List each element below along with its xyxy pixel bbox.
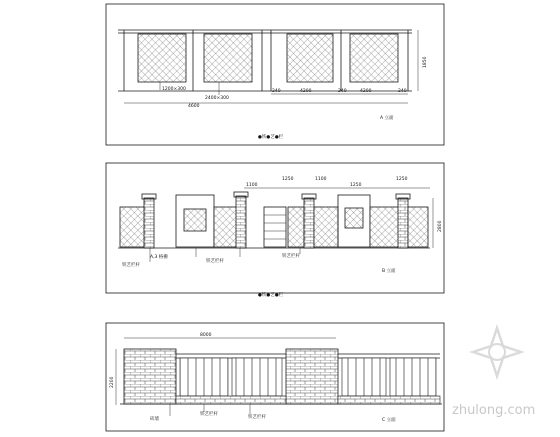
top-label-1: 1200×300 <box>162 87 186 92</box>
top-dim-seg-1: 240 <box>272 89 281 94</box>
lattice-panel <box>138 34 186 82</box>
top-dim-height: 1850 <box>423 56 428 68</box>
brick-wall <box>286 349 338 404</box>
mid-dim-top-3: 1250 <box>350 183 362 188</box>
mid-dim-height: 2800 <box>438 220 443 232</box>
top-dim-total: 4600 <box>188 104 200 109</box>
mid-label-4: 铁艺栏杆 <box>282 254 300 259</box>
bottom-caption-right: C 立面 <box>382 418 396 423</box>
lattice-panel <box>350 34 398 82</box>
lattice-panel <box>287 34 333 82</box>
lattice-panel <box>314 207 338 247</box>
panel-bottom <box>106 323 444 431</box>
panel-top <box>106 4 444 145</box>
lattice-panel <box>288 207 304 247</box>
lattice-panel <box>204 34 252 82</box>
lattice-panel <box>408 207 428 247</box>
bottom-label-2: 铁艺栏杆 <box>200 412 218 417</box>
lattice-panel <box>120 207 146 247</box>
mid-caption-right: B 立面 <box>382 269 396 274</box>
bottom-dim-total: 8000 <box>200 333 212 338</box>
brick-post <box>398 198 408 248</box>
mid-dim-top-2: 1100 <box>315 177 327 182</box>
watermark-logo-icon <box>473 328 521 376</box>
mid-dim-top-1: 1250 <box>282 177 294 182</box>
brick-post <box>144 198 154 248</box>
watermark-text: zhulong.com <box>452 403 536 418</box>
watermark <box>452 328 535 418</box>
top-caption-right: A 立面 <box>380 116 394 121</box>
brick-post <box>236 196 246 248</box>
mid-dim-top-4: 1250 <box>396 177 408 182</box>
stairs <box>264 207 286 247</box>
bottom-label-3: 铁艺栏杆 <box>248 415 266 420</box>
mid-dim-top-left: 1100 <box>246 183 258 188</box>
brick-wall <box>124 349 176 404</box>
mid-label-3: 铁艺栏杆 <box>206 259 224 264</box>
gate-window <box>184 209 206 231</box>
brick-post <box>304 198 314 248</box>
top-label-2: 2400×300 <box>205 96 229 101</box>
top-dim-seg-2: 4200 <box>300 89 312 94</box>
lattice-panel <box>370 207 400 247</box>
top-dim-seg-3: 240 <box>338 89 347 94</box>
top-dim-seg-4: 4200 <box>360 89 372 94</box>
bottom-label-1: 砖墙 <box>150 417 159 422</box>
mid-label-2: A,3 格栅 <box>150 255 168 260</box>
lattice-panel <box>214 207 238 247</box>
bottom-dim-height: 2200 <box>110 376 115 388</box>
top-dim-seg-5: 240 <box>398 89 407 94</box>
gate-window <box>345 208 363 228</box>
top-caption-center: ●铁●艺●栏 <box>258 135 284 140</box>
mid-caption-center: ●铁●艺●栏 <box>258 293 284 298</box>
mid-label-1: 铁艺栏杆 <box>122 263 140 268</box>
iron-railing <box>338 354 440 404</box>
iron-railing <box>176 354 286 404</box>
panel-middle <box>106 163 444 298</box>
